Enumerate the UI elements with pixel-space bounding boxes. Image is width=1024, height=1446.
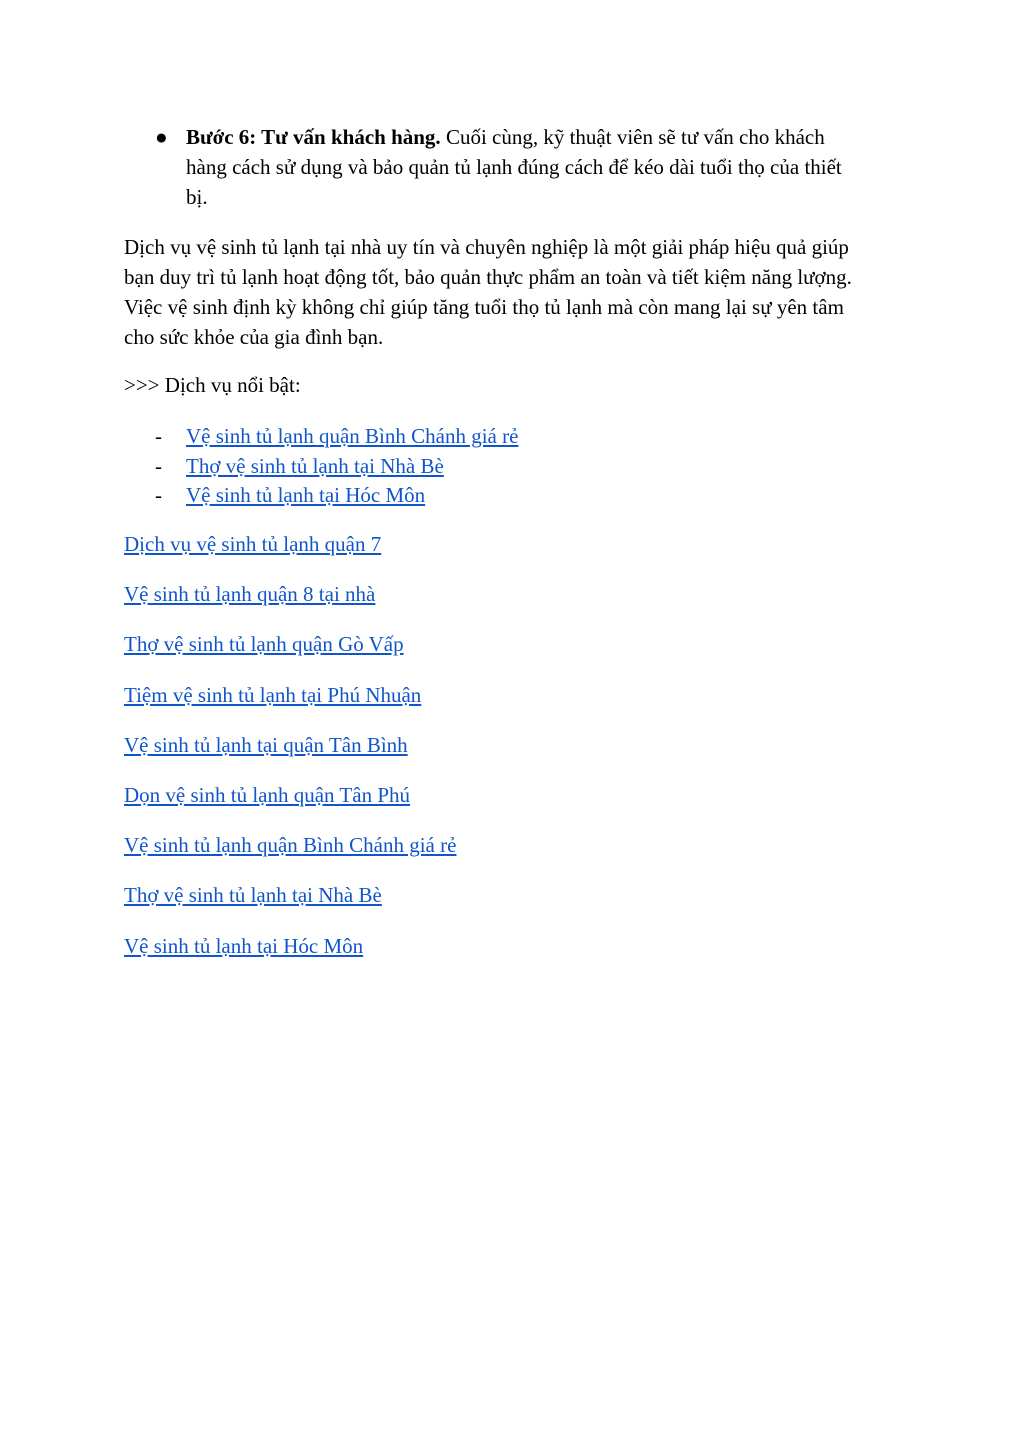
featured-link-nha-be[interactable]: Thợ vệ sinh tủ lạnh tại Nhà Bè [186,453,444,478]
step-6-line-3: bị. [186,185,208,209]
link-go-vap[interactable]: Thợ vệ sinh tủ lạnh quận Gò Vấp [124,632,404,657]
link-tan-binh[interactable]: Vệ sinh tủ lạnh tại quận Tân Bình [124,732,408,757]
dash-marker: - [155,424,162,448]
list-item [155,451,755,481]
dash-marker: - [155,483,162,507]
summary-line-2: bạn duy trì tủ lạnh hoạt động tốt, bảo quản thực phẩm an toàn và tiết kiệm năng lượng. [124,265,852,289]
link-row [124,931,824,981]
featured-link-binh-chanh[interactable]: Vệ sinh tủ lạnh quận Bình Chánh giá rẻ [186,424,519,448]
link-row [124,529,824,579]
featured-link-hoc-mon[interactable]: Vệ sinh tủ lạnh tại Hóc Môn [186,483,426,507]
featured-services-heading: >>> Dịch vụ nổi bật: [124,373,301,397]
summary-line-3: Việc vệ sinh định kỳ không chỉ giúp tăng tuổi thọ tủ lạnh mà còn mang lại sự yên tâm [124,295,844,319]
link-hoc-mon[interactable]: Vệ sinh tủ lạnh tại Hóc Môn [124,933,364,958]
link-row [124,730,824,780]
link-row [124,579,824,629]
summary-paragraph [124,232,914,352]
link-nha-be[interactable]: Thợ vệ sinh tủ lạnh tại Nhà Bè [124,883,382,908]
summary-line-1: Dịch vụ vệ sinh tủ lạnh tại nhà uy tín và chuyên nghiệp là một giải pháp hiệu quả giúp [124,235,849,259]
step-6-line-1 [186,122,891,152]
dash-marker: - [155,453,162,478]
link-quan-7[interactable]: Dịch vụ vệ sinh tủ lạnh quận 7 [124,532,382,556]
service-links [124,529,824,981]
step-6-line-2: hàng cách sử dụng và bảo quản tủ lạnh đúng cách để kéo dài tuổi thọ của thiết [186,155,842,179]
link-row [124,780,824,830]
link-binh-chanh[interactable]: Vệ sinh tủ lạnh quận Bình Chánh giá rẻ [124,833,457,858]
featured-services-list [155,421,755,510]
link-row [124,830,824,880]
link-tan-phu[interactable]: Dọn vệ sinh tủ lạnh quận Tân Phú [124,782,411,807]
link-quan-8[interactable]: Vệ sinh tủ lạnh quận 8 tại nhà [124,582,376,607]
link-phu-nhuan[interactable]: Tiệm vệ sinh tủ lạnh tại Phú Nhuận [124,682,422,707]
step-6-title: Bước 6: Tư vấn khách hàng. [186,125,441,149]
bullet-dot-icon: ● [155,125,168,149]
step-6-line-1-rest: Cuối cùng, kỹ thuật viên sẽ tư vấn cho khách [440,125,825,149]
link-row [124,629,824,679]
list-item [155,421,755,451]
list-item [155,480,755,510]
link-row [124,680,824,730]
summary-line-4: cho sức khỏe của gia đình bạn. [124,325,384,349]
step-6-text [186,122,891,212]
link-row [124,880,824,930]
